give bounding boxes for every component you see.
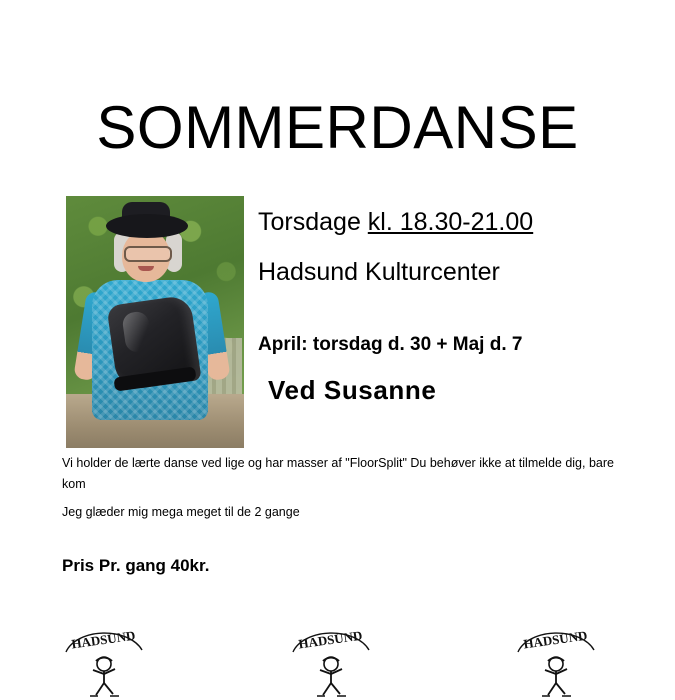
- photo-glasses: [124, 246, 172, 262]
- event-venue: Hadsund Kulturcenter: [258, 258, 500, 286]
- hadsund-mascot-icon: [283, 620, 379, 700]
- price-line: Pris Pr. gang 40kr.: [62, 556, 210, 575]
- body-paragraph-2: Jeg glæder mig mega meget til de 2 gange: [62, 505, 300, 519]
- photo-mouth: [138, 266, 154, 271]
- photo-woman-holding-boots: [66, 196, 244, 448]
- event-time-line: [258, 208, 533, 237]
- logo-hadsund-2: [283, 620, 379, 700]
- event-host: Ved Susanne: [268, 375, 437, 405]
- hadsund-mascot-icon: [56, 620, 152, 700]
- svg-text:HADSUND: HADSUND: [297, 627, 364, 652]
- svg-text:HADSUND: HADSUND: [70, 627, 137, 652]
- event-time-prefix: Torsdage: [258, 208, 368, 236]
- logo-hadsund-1: [56, 620, 152, 700]
- event-time-value: kl. 18.30-21.00: [367, 208, 534, 236]
- logo-row: [0, 620, 675, 700]
- hadsund-mascot-icon: [508, 620, 604, 700]
- logo-hadsund-3: [508, 620, 604, 700]
- svg-text:HADSUND: HADSUND: [522, 627, 589, 652]
- event-dates: April: torsdag d. 30 + Maj d. 7: [258, 334, 523, 355]
- body-paragraph-1: Vi holder de lærte danse ved lige og har masser af "FloorSplit" Du behøver ikke at tilmelde dig, bare kom: [62, 456, 614, 491]
- page-title: SOMMERDANSE: [96, 94, 579, 161]
- photo-hat-brim: [106, 214, 188, 238]
